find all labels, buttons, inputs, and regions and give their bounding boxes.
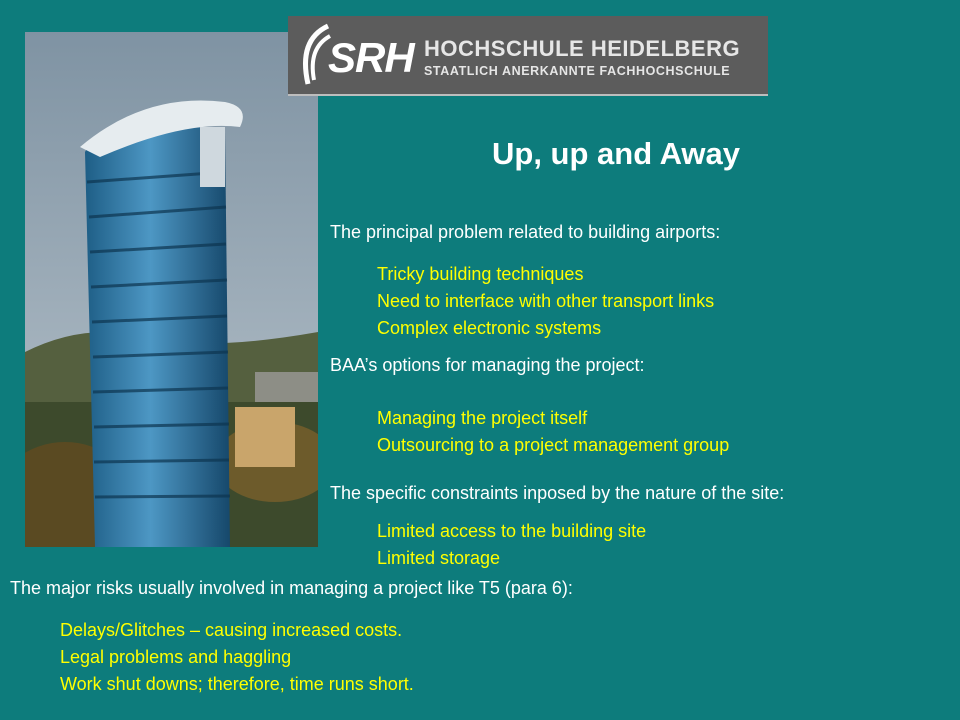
- list-item: Limited access to the building site: [377, 521, 647, 541]
- section-heading-major-risks: The major risks usually involved in managing a project like T5 (para 6):: [10, 578, 573, 598]
- major-risks-list: [60, 617, 414, 698]
- list-item: Delays/Glitches – causing increased costs.: [60, 620, 403, 640]
- list-item: Outsourcing to a project management group: [377, 435, 730, 455]
- section-heading-site-constraints: The specific constraints inposed by the nature of the site:: [330, 483, 785, 503]
- list-item: Managing the project itself: [377, 408, 588, 428]
- list-item: Need to interface with other transport links: [377, 291, 715, 311]
- site-constraints-list: [377, 518, 646, 572]
- slide-title: Up, up and Away: [492, 136, 741, 171]
- airport-problems-list: [377, 261, 714, 342]
- logo-brand: SRH: [328, 34, 414, 81]
- list-item: Complex electronic systems: [377, 318, 602, 338]
- section-heading-airport-problems: The principal problem related to building airports:: [330, 222, 721, 242]
- srh-logo-banner: [288, 16, 768, 96]
- list-item: Work shut downs; therefore, time runs short.: [60, 674, 414, 694]
- list-item: Limited storage: [377, 548, 501, 568]
- section-heading-baa-options: BAA’s options for managing the project:: [330, 355, 645, 375]
- baa-options-list: [377, 405, 729, 459]
- logo-line-1: HOCHSCHULE HEIDELBERG: [424, 36, 741, 61]
- building-photo: [25, 32, 318, 547]
- list-item: Legal problems and haggling: [60, 647, 292, 667]
- logo-line-2: STAATLICH ANERKANNTE FACHHOCHSCHULE: [424, 64, 731, 78]
- list-item: Tricky building techniques: [377, 264, 584, 284]
